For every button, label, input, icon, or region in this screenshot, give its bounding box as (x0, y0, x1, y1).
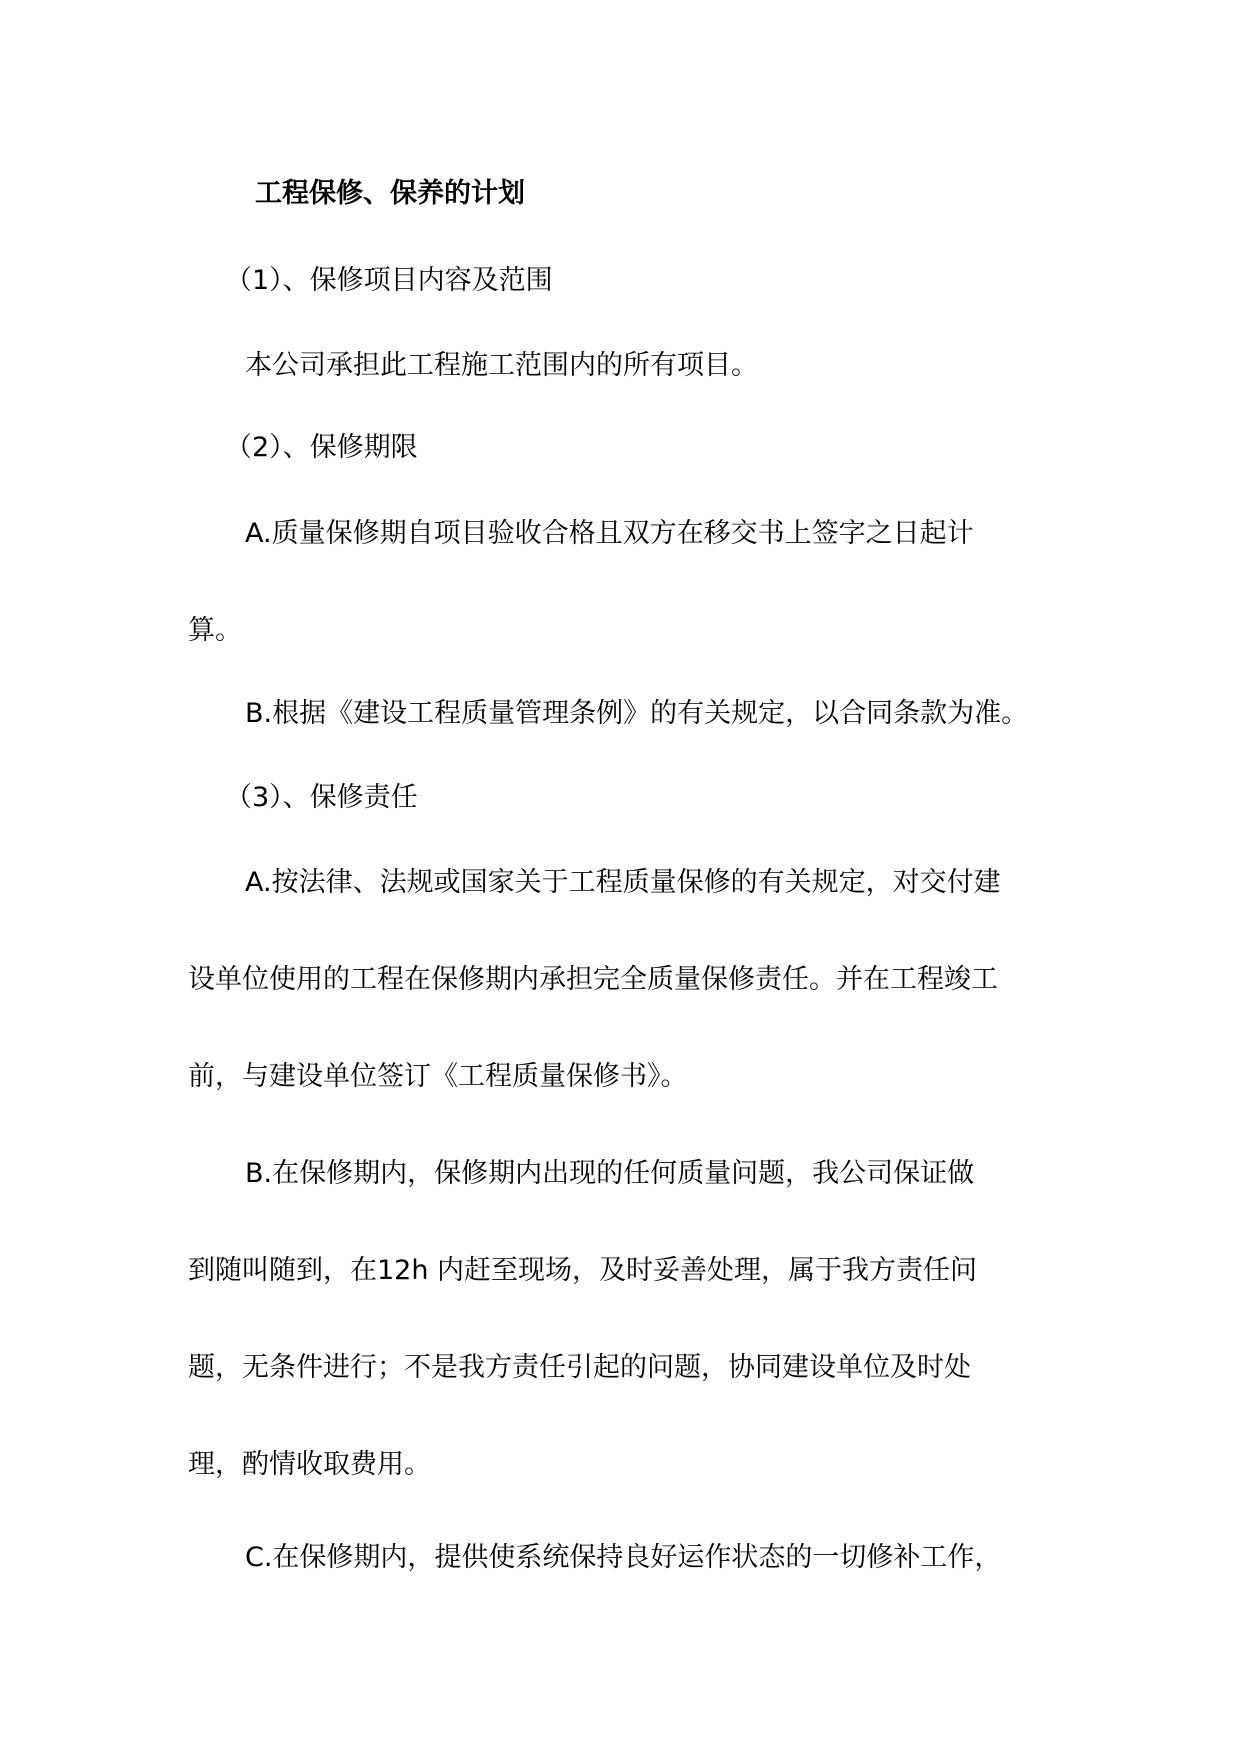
paragraph-line: 理，酌情收取费用。 (188, 1449, 431, 1480)
section-heading-1: （1）、保修项目内容及范围 (225, 265, 553, 296)
section-heading-3: （3）、保修责任 (225, 782, 418, 813)
section-heading-2: （2）、保修期限 (225, 432, 418, 463)
paragraph-line: A.质量保修期自项目验收合格且双方在移交书上签字之日起计 (245, 518, 974, 549)
paragraph-line: C.在保修期内，提供使系统保持良好运作状态的一切修补工作， (245, 1542, 1002, 1573)
paragraph-line: B.在保修期内，保修期内出现的任何质量问题，我公司保证做 (245, 1158, 975, 1189)
paragraph-line: 到随叫随到，在12h 内赶至现场，及时妥善处理，属于我方责任问 (188, 1255, 978, 1286)
paragraph-line: 本公司承担此工程施工范围内的所有项目。 (245, 350, 758, 381)
paragraph-line: 算。 (188, 615, 242, 646)
paragraph-line: A.按法律、法规或国家关于工程质量保修的有关规定，对交付建 (245, 867, 1001, 898)
paragraph-line: 前，与建设单位签订《工程质量保修书》。 (188, 1061, 688, 1092)
paragraph-line: 设单位使用的工程在保修期内承担完全质量保修责任。并在工程竣工 (188, 964, 998, 995)
document-title: 工程保修、保养的计划 (255, 178, 525, 209)
paragraph-line: B.根据《建设工程质量管理条例》的有关规定，以合同条款为准。 (245, 698, 1029, 729)
paragraph-line: 题，无条件进行；不是我方责任引起的问题，协同建设单位及时处 (188, 1352, 971, 1383)
